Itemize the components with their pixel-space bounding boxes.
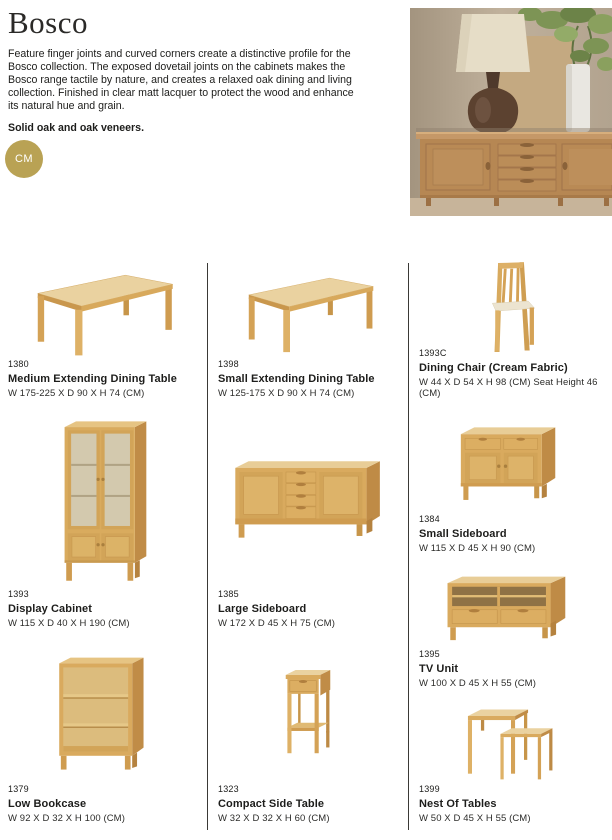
large-sideboard-illustration <box>227 451 389 547</box>
product-label <box>218 784 398 824</box>
page-header <box>0 0 612 218</box>
grid-column-2 <box>207 263 408 830</box>
product-illustration <box>8 267 197 359</box>
product-name: Small Sideboard <box>419 528 507 540</box>
product-dimensions: W 50 X D 45 X H 55 (CM) <box>419 813 531 824</box>
product-code: 1323 <box>218 784 239 794</box>
product-code: 1379 <box>8 784 29 794</box>
product-code: 1399 <box>419 784 440 794</box>
bookcase-illustration <box>49 652 157 772</box>
product-label <box>8 359 197 399</box>
product-name: Low Bookcase <box>8 798 87 810</box>
product-card-1323 <box>207 635 408 830</box>
product-card-1385 <box>207 405 408 635</box>
product-illustration <box>419 267 602 348</box>
materials-note: Solid oak and oak veneers. <box>8 122 145 134</box>
dining-chair-illustration <box>478 260 544 355</box>
product-card-1399 <box>408 695 612 830</box>
column-divider <box>207 263 208 830</box>
product-dimensions: W 115 X D 40 X H 190 (CM) <box>8 618 130 629</box>
product-label <box>419 514 602 554</box>
product-dimensions: W 115 X D 45 X H 90 (CM) <box>419 543 536 554</box>
product-illustration <box>419 564 602 649</box>
product-name: Compact Side Table <box>218 798 325 810</box>
product-illustration <box>218 267 398 359</box>
product-code: 1385 <box>218 589 239 599</box>
product-label <box>8 784 197 824</box>
product-illustration <box>218 639 398 784</box>
grid-column-3 <box>408 263 612 830</box>
product-name: TV Unit <box>419 663 459 675</box>
cm-badge-label: CM <box>14 153 34 165</box>
product-label <box>419 649 602 689</box>
product-grid <box>0 263 612 830</box>
product-illustration <box>8 409 197 589</box>
product-label <box>218 589 398 629</box>
product-dimensions: W 44 X D 54 X H 98 (CM) Seat Height 46 (CM) <box>419 377 598 399</box>
product-name: Display Cabinet <box>8 603 93 615</box>
page-title: Bosco <box>8 5 88 40</box>
product-illustration <box>218 409 398 589</box>
product-dimensions: W 92 X D 32 X H 100 (CM) <box>8 813 125 824</box>
tv-unit-illustration <box>442 570 580 644</box>
display-cabinet-illustration <box>42 414 164 584</box>
product-code: 1395 <box>419 649 440 659</box>
column-divider <box>408 263 409 830</box>
product-label <box>218 359 398 399</box>
cm-unit-badge <box>5 140 43 178</box>
product-name: Dining Chair (Cream Fabric) <box>419 362 568 374</box>
product-code: 1393C <box>419 348 447 358</box>
product-label <box>419 348 602 399</box>
product-illustration <box>419 699 602 784</box>
product-dimensions: W 100 X D 45 X H 55 (CM) <box>419 678 536 689</box>
product-code: 1398 <box>218 359 239 369</box>
product-card-1393 <box>0 405 207 635</box>
dining-table-illustration <box>237 269 380 357</box>
sideboard-lifestyle-illustration <box>410 8 612 216</box>
product-code: 1393 <box>8 589 29 599</box>
side-table-illustration <box>280 665 336 759</box>
product-dimensions: W 32 X D 32 X H 60 (CM) <box>218 813 330 824</box>
product-name: Nest Of Tables <box>419 798 497 810</box>
product-card-1384 <box>408 405 612 560</box>
product-illustration <box>419 409 602 514</box>
product-card-1393C <box>408 263 612 405</box>
product-code: 1384 <box>419 514 440 524</box>
product-card-1398 <box>207 263 408 405</box>
product-name: Small Extending Dining Table <box>218 373 375 385</box>
product-name: Large Sideboard <box>218 603 307 615</box>
product-card-1380 <box>0 263 207 405</box>
product-dimensions: W 172 X D 45 X H 75 (CM) <box>218 618 335 629</box>
hero-photo <box>410 8 612 216</box>
product-illustration <box>8 639 197 784</box>
small-sideboard-illustration <box>446 419 576 505</box>
product-dimensions: W 175-225 X D 90 X H 74 (CM) <box>8 388 145 399</box>
dining-table-illustration <box>25 269 180 357</box>
intro-block <box>8 6 364 135</box>
product-dimensions: W 125-175 X D 90 X H 74 (CM) <box>218 388 355 399</box>
product-name: Medium Extending Dining Table <box>8 373 177 385</box>
nest-of-tables-illustration <box>463 703 559 781</box>
product-label <box>8 589 197 629</box>
product-code: 1380 <box>8 359 29 369</box>
product-card-1379 <box>0 635 207 830</box>
product-label <box>419 784 602 824</box>
product-card-1395 <box>408 560 612 695</box>
grid-column-1 <box>0 263 207 830</box>
collection-description: Feature finger joints and curved corners create a distinctive profile for the Bosco collection. The exposed dovetail joints on the cabinets makes the Bosco range tactile by nature, and creates a relaxed oak dining and living collection. Finished in clear matt lacquer to protect the wood and enhance its natural hue and grain. <box>8 48 354 112</box>
